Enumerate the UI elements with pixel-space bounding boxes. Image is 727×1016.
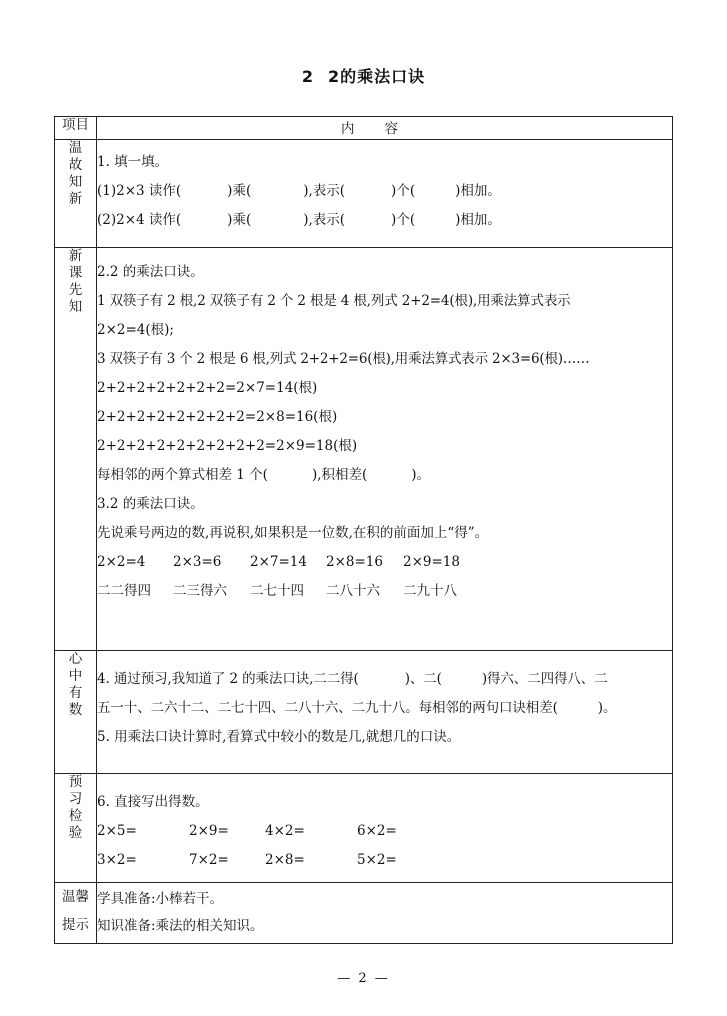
review-label: 温 故 知 新 (55, 140, 97, 248)
exercise[interactable]: 7×2= (189, 852, 229, 868)
new-line: 2.2 的乘法口诀。 (97, 264, 204, 280)
mind-line: 五一十、二六十二、二七十四、二八十六、二九十八。每相邻的两句口诀相差( )。 (97, 700, 617, 716)
check-line: 6. 直接写出得数。 (97, 794, 209, 810)
rhyme: 二七十四 (250, 583, 304, 599)
exercise[interactable]: 5×2= (357, 852, 397, 868)
new-lesson-content (97, 248, 673, 651)
review-row (55, 140, 673, 248)
equation: 2×8=16 (326, 554, 383, 570)
equation: 2×2=4 (97, 554, 146, 570)
exercise[interactable]: 2×9= (189, 823, 229, 839)
new-line-blanks: 每相邻的两个算式相差 1 个( ),积相差( )。 (97, 467, 431, 483)
lesson-title: 2的乘法口诀 (328, 67, 426, 86)
header-item-label: 项目 (55, 117, 97, 140)
rhyme: 二二得四 (97, 583, 151, 599)
exercise[interactable]: 6×2= (357, 823, 397, 839)
new-line: 2×2=4(根); (97, 322, 174, 338)
exercise-row-2 (97, 846, 672, 875)
review-question-1: (1)2×3 读作( )乘( ),表示( )个( )相加。 (97, 183, 501, 199)
page-title (0, 64, 727, 87)
mind-line: 4. 通过预习,我知道了 2 的乘法口诀,二二得( )、二( )得六、二四得八、二 (97, 671, 608, 687)
new-line: 3 双筷子有 3 个 2 根是 6 根,列式 2+2+2=6(根),用乘法算式表示 2×3=6(根)…… (97, 351, 590, 367)
new-line: 2+2+2+2+2+2+2=2×7=14(根) (97, 380, 318, 396)
check-content (97, 774, 673, 883)
new-line: 2+2+2+2+2+2+2+2=2×8=16(根) (97, 409, 338, 425)
check-label: 预 习 检 验 (55, 774, 97, 883)
tip-line: 学具准备:小棒若干。 (97, 891, 224, 907)
rhyme: 二三得六 (173, 583, 227, 599)
mind-content (97, 651, 673, 774)
new-line: 2+2+2+2+2+2+2+2+2=2×9=18(根) (97, 438, 358, 454)
exercise[interactable]: 2×8= (265, 852, 305, 868)
new-lesson-label: 新 课 先 知 (55, 248, 97, 651)
tip-line: 知识准备:乘法的相关知识。 (97, 918, 264, 934)
mind-row (55, 651, 673, 774)
tip-row (55, 883, 673, 944)
exercise[interactable]: 2×5= (97, 823, 137, 839)
equation: 2×3=6 (173, 554, 222, 570)
equations-line (97, 548, 672, 577)
new-line: 先说乘号两边的数,再说积,如果积是一位数,在积的前面加上“得”。 (97, 525, 489, 541)
check-row (55, 774, 673, 883)
exercise[interactable]: 3×2= (97, 852, 137, 868)
mind-label: 心 中 有 数 (55, 651, 97, 774)
lesson-number: 2 (301, 67, 314, 86)
header-content-label: 内容 (97, 117, 673, 140)
table-header-row (55, 117, 673, 140)
page-number: — 2 — (337, 971, 390, 986)
equation: 2×7=14 (250, 554, 307, 570)
tip-content (97, 883, 673, 944)
exercise[interactable]: 4×2= (265, 823, 305, 839)
rhyme: 二九十八 (403, 583, 457, 599)
equation: 2×9=18 (403, 554, 460, 570)
tip-label: 温馨 提示 (55, 883, 97, 944)
rhymes-line (97, 577, 672, 606)
rhyme: 二八十六 (326, 583, 380, 599)
review-question-2: (2)2×4 读作( )乘( ),表示( )个( )相加。 (97, 212, 501, 228)
lesson-table (54, 116, 673, 944)
review-line: 1. 填一填。 (97, 154, 169, 170)
mind-line: 5. 用乘法口诀计算时,看算式中较小的数是几,就想几的口诀。 (97, 729, 461, 745)
review-content (97, 140, 673, 248)
exercise-row-1 (97, 817, 672, 846)
new-lesson-row (55, 248, 673, 651)
new-line: 3.2 的乘法口诀。 (97, 496, 204, 512)
new-line: 1 双筷子有 2 根,2 双筷子有 2 个 2 根是 4 根,列式 2+2=4(根),用乘法算式表示 (97, 293, 571, 309)
